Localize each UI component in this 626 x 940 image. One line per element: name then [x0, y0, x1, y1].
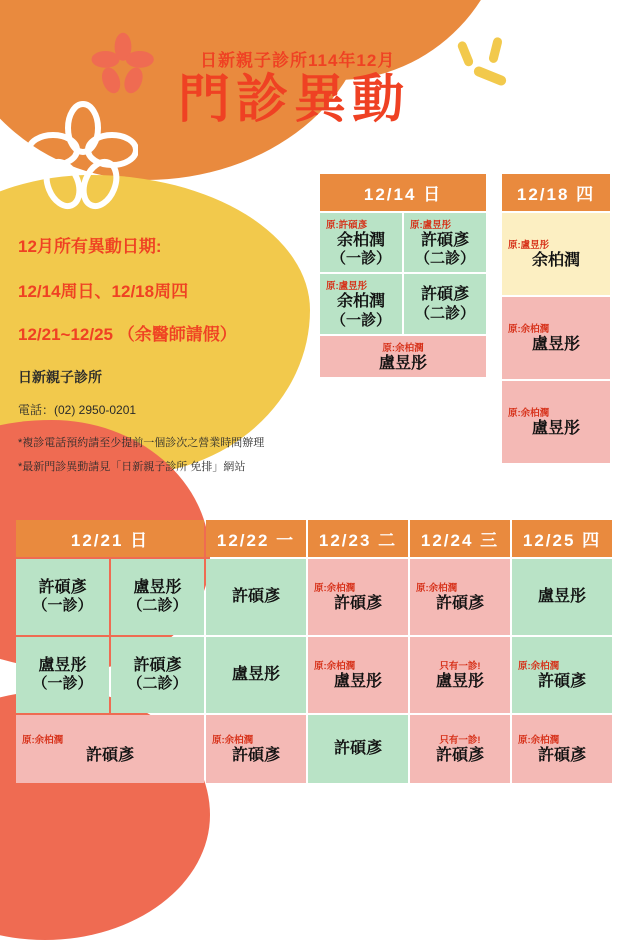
doctor-name: 盧昱彤 [531, 336, 580, 354]
header-subtitle: 日新親子診所114年12月 [200, 51, 396, 70]
doctor-name: 許碩彥 [333, 739, 382, 757]
only-one-session-note: 只有一診! [439, 661, 481, 673]
cell-1214-footer [320, 336, 486, 377]
table-header-row [320, 174, 486, 211]
original-doctor: 原:許碩彥 [326, 220, 368, 231]
doctor-name: 許碩彥 [420, 232, 469, 249]
doctor-name: 許碩彥 [38, 578, 87, 596]
cell-week-r1c5 [410, 559, 510, 635]
cell-week-r3c6 [512, 715, 612, 783]
schedule-table-1214 [318, 172, 488, 379]
cell-week-r2c1 [16, 637, 109, 713]
table-row [320, 274, 486, 333]
original-doctor: 原:盧昱彤 [326, 281, 368, 293]
cell-1214-r1c2 [404, 213, 486, 272]
doctor-name: 盧昱彤 [133, 578, 182, 596]
cell-week-r1c2 [111, 559, 204, 635]
poster-header [0, 0, 626, 165]
table-row [16, 559, 612, 635]
schedule-table-1218 [500, 172, 612, 465]
table-header-row [502, 174, 610, 211]
table-row [16, 715, 612, 783]
doctor-name: 許碩彥 [435, 747, 484, 765]
original-doctor: 原:余柏潤 [508, 324, 550, 336]
original-doctor: 原:余柏潤 [508, 408, 550, 420]
room-label: （二診） [414, 304, 475, 322]
cell-1214-r1c1 [320, 213, 402, 272]
doctor-name: 余柏潤 [336, 293, 385, 311]
table-row [320, 213, 486, 272]
week-header-1223: 12/23 二 [308, 520, 408, 557]
room-label: （二診） [414, 250, 475, 268]
cell-week-r2c3 [206, 637, 306, 713]
original-doctor: 原:盧昱彤 [410, 220, 452, 231]
original-doctor: 原:余柏潤 [314, 583, 356, 595]
doctor-name: 許碩彥 [420, 286, 469, 304]
room-label: （一診） [32, 675, 93, 693]
table-row [320, 336, 486, 377]
table-row [16, 637, 612, 713]
cell-1218-r2 [502, 297, 610, 379]
cell-week-r3c5 [410, 715, 510, 783]
cell-week-r3c4 [308, 715, 408, 783]
doctor-name: 許碩彥 [231, 587, 280, 605]
doctor-name: 盧昱彤 [231, 665, 280, 683]
doctor-name: 余柏潤 [531, 252, 580, 270]
clinic-note-2: *最新門診異動請見「日新親子診所 免排」網站 [18, 461, 246, 473]
week-header-1224: 12/24 三 [410, 520, 510, 557]
room-label: （二診） [127, 597, 188, 615]
original-doctor: 原:余柏潤 [518, 735, 560, 747]
original-doctor: 原:余柏潤 [314, 661, 356, 673]
room-label: （一診） [330, 311, 391, 329]
cell-week-r2c6 [512, 637, 612, 713]
schedule-table-week [14, 518, 614, 785]
table-header-row [16, 520, 612, 557]
doctor-name: 盧昱彤 [38, 656, 87, 674]
original-doctor: 原:盧昱彤 [508, 240, 550, 252]
cell-week-r2c2 [111, 637, 204, 713]
info-line-3: 12/21~12/25 （余醫師請假） [18, 325, 237, 344]
info-line-2: 12/14周日、12/18周四 [18, 282, 189, 301]
table-row [502, 297, 610, 379]
cell-1214-r2c2 [404, 274, 486, 333]
cell-week-r1c3 [206, 559, 306, 635]
cell-1214-r2c1 [320, 274, 402, 333]
doctor-name: 盧昱彤 [333, 673, 382, 691]
doctor-name: 許碩彥 [537, 673, 586, 691]
info-line-1: 12月所有異動日期: [18, 237, 162, 256]
original-doctor: 原:余柏潤 [382, 342, 424, 354]
cell-week-r3c3 [206, 715, 306, 783]
doctor-name: 余柏潤 [336, 232, 385, 249]
page-title: 門診異動 [178, 71, 411, 129]
room-label: （二診） [127, 675, 188, 693]
cell-week-r1c6 [512, 559, 612, 635]
clinic-name: 日新親子診所 [18, 369, 102, 385]
clinic-block [18, 367, 318, 474]
doctor-name: 許碩彥 [231, 747, 280, 765]
clinic-note-1: *複診電話預約請至少提前一個診次之營業時間辦理 [18, 437, 265, 449]
cell-week-r2c4 [308, 637, 408, 713]
table-row [502, 381, 610, 463]
original-doctor: 原:余柏潤 [518, 661, 560, 673]
doctor-name: 許碩彥 [537, 747, 586, 765]
room-label: （一診） [32, 597, 93, 615]
week-header-1221: 12/21 日 [16, 520, 204, 557]
doctor-name: 許碩彥 [133, 656, 182, 674]
doctor-name: 盧昱彤 [435, 673, 484, 691]
info-block [18, 232, 318, 482]
table-1214-header: 12/14 日 [320, 174, 486, 211]
doctor-name: 許碩彥 [435, 595, 484, 613]
week-header-1225: 12/25 四 [512, 520, 612, 557]
original-doctor: 原:余柏潤 [416, 583, 458, 595]
doctor-name: 盧昱彤 [537, 587, 586, 605]
cell-week-r1c1 [16, 559, 109, 635]
cell-week-r1c4 [308, 559, 408, 635]
doctor-name: 盧昱彤 [531, 420, 580, 438]
table-1218-header: 12/18 四 [502, 174, 610, 211]
doctor-name: 盧昱彤 [378, 354, 427, 372]
cell-1218-r3 [502, 381, 610, 463]
doctor-name: 許碩彥 [85, 747, 134, 765]
doctor-name: 許碩彥 [333, 595, 382, 613]
cell-week-r3c1 [16, 715, 204, 783]
week-header-1222: 12/22 一 [206, 520, 306, 557]
clinic-phone: 電話：(02) 2950-0201 [18, 403, 137, 417]
original-doctor: 原:余柏潤 [212, 735, 254, 747]
cell-week-r2c5 [410, 637, 510, 713]
original-doctor: 原:余柏潤 [22, 735, 64, 747]
cell-1218-r1 [502, 213, 610, 295]
room-label: （一診） [330, 250, 391, 268]
only-one-session-note: 只有一診! [439, 735, 481, 747]
table-row [502, 213, 610, 295]
